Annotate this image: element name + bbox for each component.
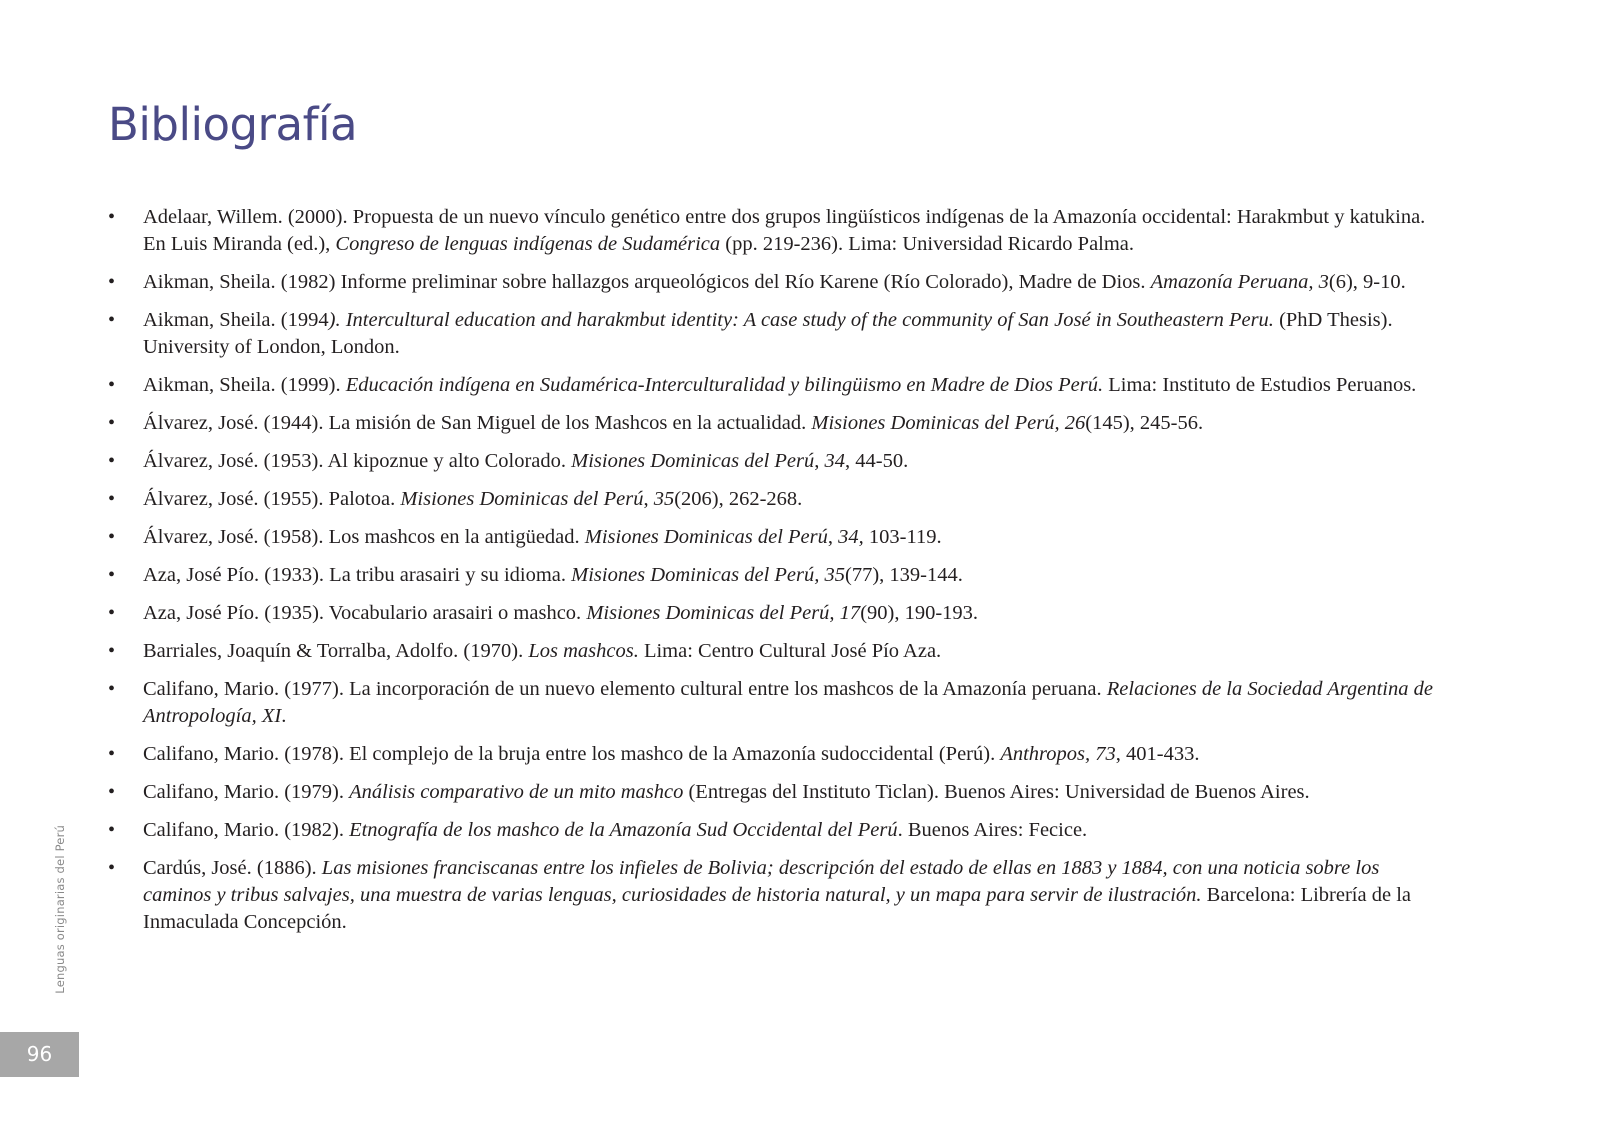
reference-item bbox=[108, 448, 1448, 475]
bullet-icon: • bbox=[108, 412, 116, 434]
bibliography-list bbox=[108, 204, 1448, 947]
reference-text: (77), 139-144. bbox=[845, 564, 963, 586]
reference-item bbox=[108, 269, 1448, 296]
bullet-icon: • bbox=[108, 526, 116, 548]
bullet-icon: • bbox=[108, 857, 116, 879]
bullet-icon: • bbox=[108, 488, 116, 510]
reference-title-italic: Análisis comparativo de un mito mashco bbox=[349, 781, 684, 803]
reference-item bbox=[108, 855, 1448, 936]
bullet-icon: • bbox=[108, 206, 116, 228]
reference-text: Aza, José Pío. (1933). La tribu arasairi y su idioma. bbox=[143, 564, 572, 586]
reference-title-italic: Misiones Dominicas del Perú, 17 bbox=[586, 602, 861, 624]
reference-item bbox=[108, 372, 1448, 399]
reference-title-italic: Misiones Dominicas del Perú bbox=[584, 526, 828, 548]
reference-text: Lima: Centro Cultural José Pío Aza. bbox=[638, 640, 942, 662]
bullet-icon: • bbox=[108, 450, 116, 472]
bullet-icon: • bbox=[108, 374, 116, 396]
reference-item bbox=[108, 638, 1448, 665]
reference-title-italic: 34, bbox=[838, 526, 864, 548]
reference-item bbox=[108, 524, 1448, 551]
reference-item bbox=[108, 307, 1448, 361]
reference-title-italic: Misiones Dominicas del Perú bbox=[400, 488, 644, 510]
reference-item bbox=[108, 600, 1448, 627]
reference-text: Califano, Mario. (1979). bbox=[143, 781, 350, 803]
reference-text: Califano, Mario. (1982). bbox=[143, 819, 350, 841]
reference-text: , bbox=[814, 450, 825, 472]
reference-item bbox=[108, 779, 1448, 806]
reference-title-italic: Congreso de lenguas indígenas de Sudamérica bbox=[335, 233, 721, 255]
reference-text: Califano, Mario. (1977). La incorporación de un nuevo elemento cultural entre los mashcos de la Amazonía peruana. bbox=[143, 678, 1107, 700]
reference-text: Álvarez, José. (1955). Palotoa. bbox=[143, 488, 401, 510]
reference-text: 103-119. bbox=[863, 526, 942, 548]
reference-title-italic: Relaciones de la Sociedad Argentina de Antropología, XI bbox=[143, 678, 1433, 727]
reference-item bbox=[108, 562, 1448, 589]
reference-text: Álvarez, José. (1958). Los mashcos en la antigüedad. bbox=[143, 526, 585, 548]
reference-text: (PhD Thesis). University of London, London. bbox=[143, 309, 1393, 358]
reference-item bbox=[108, 676, 1448, 730]
reference-title-italic: 34 bbox=[824, 450, 846, 472]
reference-text: , bbox=[643, 488, 654, 510]
reference-title-italic: Misiones Dominicas del Perú, 26 bbox=[811, 412, 1086, 434]
reference-title-italic: Amazonía Peruana, 3 bbox=[1150, 271, 1329, 293]
bullet-icon: • bbox=[108, 781, 116, 803]
reference-title-italic: 35 bbox=[653, 488, 675, 510]
reference-text: Álvarez, José. (1953). Al kipoznue y alto Colorado. bbox=[143, 450, 572, 472]
bullet-icon: • bbox=[108, 640, 116, 662]
reference-text: Adelaar, Willem. (2000). Propuesta de un nuevo vínculo genético entre dos grupos lingüísticos indígenas de la Amazonía occidental: Harakmbut y katukina. En Luis Miranda (ed.), bbox=[143, 206, 1426, 255]
reference-text: (6), 9-10. bbox=[1328, 271, 1406, 293]
bullet-icon: • bbox=[108, 564, 116, 586]
page-number: 96 bbox=[0, 1032, 79, 1077]
reference-text: Barcelona: Librería de la Inmaculada Concepción. bbox=[143, 884, 1411, 933]
reference-title-italic: Anthropos, 73 bbox=[1000, 743, 1116, 765]
reference-text: (90), 190-193. bbox=[860, 602, 979, 624]
reference-item bbox=[108, 410, 1448, 437]
reference-title-italic: Los mashcos. bbox=[528, 640, 639, 662]
reference-text: . bbox=[281, 705, 287, 727]
reference-title-italic: Etnografía de los mashco de la Amazonía Sud Occidental del Perú bbox=[349, 819, 898, 841]
reference-text: . Buenos Aires: Fecice. bbox=[897, 819, 1088, 841]
reference-text: Aikman, Sheila. (1999). bbox=[143, 374, 346, 396]
reference-text: , 401-433. bbox=[1115, 743, 1200, 765]
reference-item bbox=[108, 204, 1448, 258]
page-title: Bibliografía bbox=[108, 98, 358, 151]
reference-text: Aikman, Sheila. (1994 bbox=[143, 309, 329, 331]
bullet-icon: • bbox=[108, 678, 116, 700]
bullet-icon: • bbox=[108, 309, 116, 331]
side-label: Lenguas originarias del Perú bbox=[53, 825, 67, 994]
reference-text: (Entregas del Instituto Ticlan). Buenos Aires: Universidad de Buenos Aires. bbox=[683, 781, 1310, 803]
reference-text: Aza, José Pío. (1935). Vocabulario arasairi o mashco. bbox=[143, 602, 587, 624]
bullet-icon: • bbox=[108, 271, 116, 293]
reference-item bbox=[108, 817, 1448, 844]
bullet-icon: • bbox=[108, 743, 116, 765]
reference-text: Califano, Mario. (1978). El complejo de la bruja entre los mashco de la Amazonía sudoccidental (Perú). bbox=[143, 743, 1001, 765]
reference-text: Aikman, Sheila. (1982) Informe preliminar sobre hallazgos arqueológicos del Río Karene (Río Colorado), Madre de Dios. bbox=[143, 271, 1151, 293]
reference-item bbox=[108, 741, 1448, 768]
reference-text: Álvarez, José. (1944). La misión de San Miguel de los Mashcos en la actualidad. bbox=[143, 412, 812, 434]
reference-text: (206), 262-268. bbox=[674, 488, 803, 510]
reference-text: (145), 245-56. bbox=[1085, 412, 1204, 434]
reference-item bbox=[108, 486, 1448, 513]
reference-text: Cardús, José. (1886). bbox=[143, 857, 322, 879]
reference-title-italic: ). Intercultural education and harakmbut identity: A case study of the community of San José in Southeastern Peru. bbox=[328, 309, 1274, 331]
reference-title-italic: Misiones Dominicas del Perú, 35 bbox=[571, 564, 846, 586]
bullet-icon: • bbox=[108, 819, 116, 841]
reference-text: , bbox=[827, 526, 839, 548]
bullet-icon: • bbox=[108, 602, 116, 624]
reference-text: Lima: Instituto de Estudios Peruanos. bbox=[1103, 374, 1417, 396]
reference-title-italic: Las misiones franciscanas entre los infieles de Bolivia; descripción del estado de ellas en 1883 y 1884, con una noticia sobre los caminos y tribus salvajes, una muestra de varias lenguas, curiosidades de historia natural, y un mapa para servir de ilustración. bbox=[143, 857, 1380, 906]
reference-title-italic: Misiones Dominicas del Perú bbox=[571, 450, 815, 472]
reference-text: Barriales, Joaquín & Torralba, Adolfo. (1970). bbox=[143, 640, 529, 662]
reference-text: , 44-50. bbox=[845, 450, 909, 472]
reference-text: (pp. 219-236). Lima: Universidad Ricardo Palma. bbox=[720, 233, 1135, 255]
reference-title-italic: Educación indígena en Sudamérica-Interculturalidad y bilingüismo en Madre de Dios Perú. bbox=[345, 374, 1104, 396]
